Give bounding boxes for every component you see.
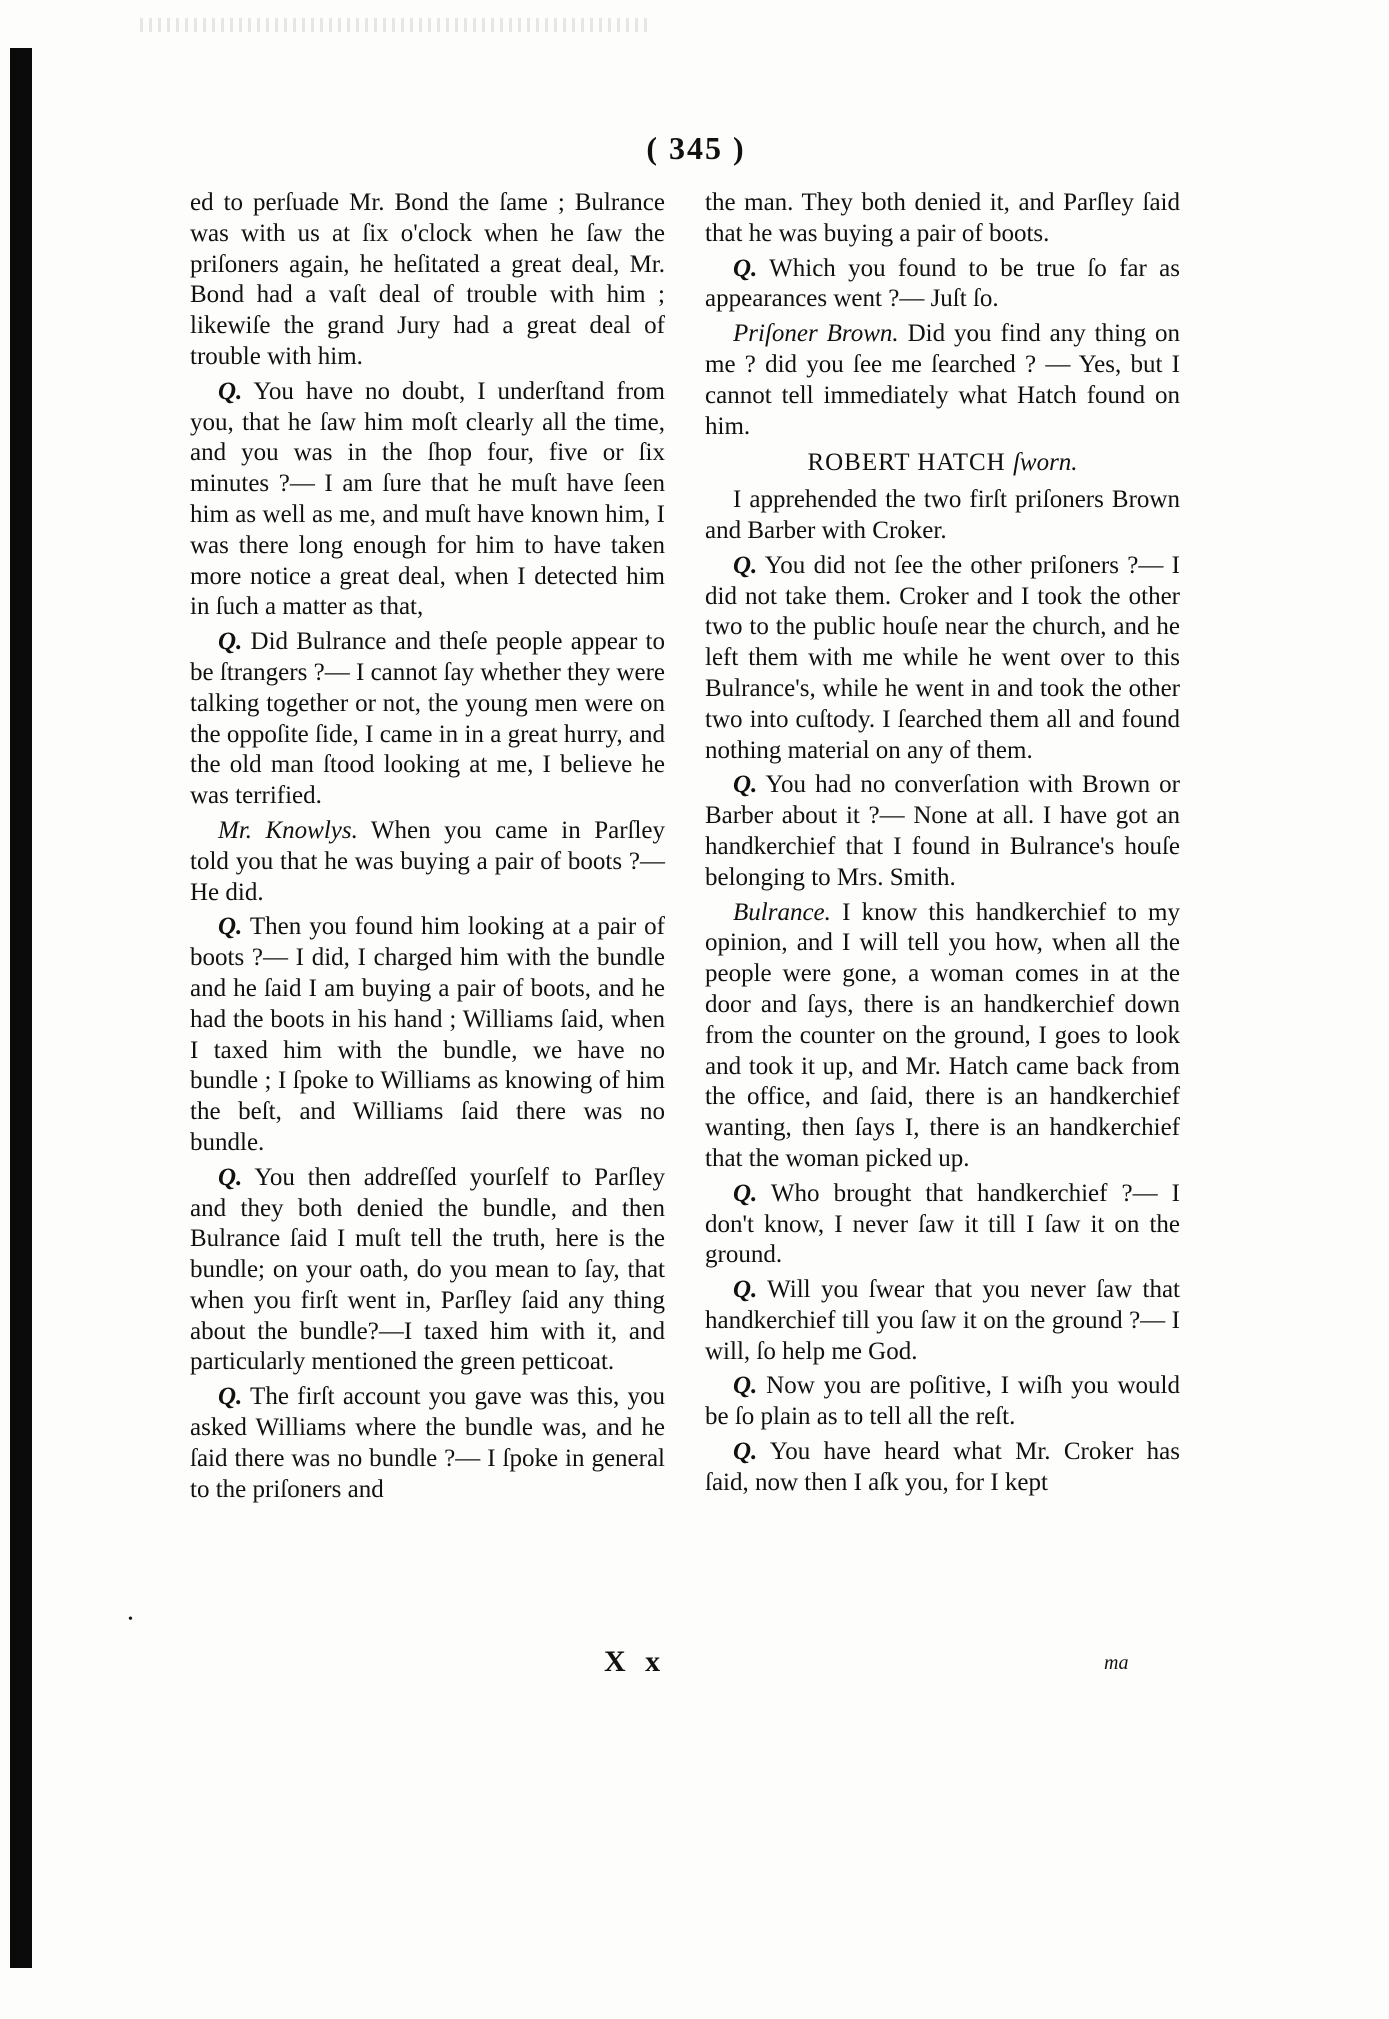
question-mark: Q. xyxy=(218,628,243,656)
right-column-lower xyxy=(705,485,1180,1499)
paragraph xyxy=(705,1371,1180,1433)
paragraph xyxy=(190,912,665,1158)
left-column xyxy=(190,188,665,1505)
paragraph xyxy=(705,319,1180,442)
paragraph xyxy=(190,1163,665,1379)
paragraph-text: Then you found him looking at a pair of boots ?— I did, I charged him with the bundle and he ſaid I am buying a pair of boots, and he had the boots in his hand ; Williams ſaid, when I taxed him with the bundle, we have no bundle ; I ſpoke to Williams as knowing of him the beſt, and Williams ſaid there was no bundle. xyxy=(190,913,665,1156)
paragraph xyxy=(190,627,665,812)
speaker-name: Mr. Knowlys. xyxy=(218,816,358,844)
signature-mark: X x xyxy=(604,1645,667,1678)
paragraph xyxy=(705,485,1180,547)
scan-smudge xyxy=(140,18,650,32)
paragraph-text: Now you are poſitive, I wiſh you would be ſo plain as to tell all the reſt. xyxy=(705,1372,1180,1431)
paragraph xyxy=(705,1437,1180,1499)
binding-edge xyxy=(10,48,32,1968)
paragraph xyxy=(705,551,1180,767)
paragraph xyxy=(190,377,665,623)
paragraph xyxy=(705,254,1180,316)
paragraph-text: You have no doubt, I underſtand from you, that he ſaw him moſt clearly all the time, and you was in the ſhop four, five or ſix minutes ?— I am ſure that he muſt have ſeen him as well as me, and muſt have known him, I was there long enough for him to have taken more notice a great deal, when I detected him in ſuch a matter as that, xyxy=(190,377,665,621)
paragraph-text: You had no converſation with Brown or Barber about it ?— None at all. I have got an handkerchief that I found in Bulrance's houſe belonging to Mrs. Smith. xyxy=(705,771,1180,891)
speaker-name: Priſoner Brown. xyxy=(733,320,899,348)
question-mark: Q. xyxy=(218,1383,243,1411)
witness-name: ROBERT HATCH xyxy=(807,449,1006,477)
paragraph-text: Who brought that handkerchief ?— I don't know, I never ſaw it till I ſaw it on the ground. xyxy=(705,1179,1180,1269)
paragraph-text: I apprehended the two firſt priſoners Brown and Barber with Croker. xyxy=(705,486,1180,544)
question-mark: Q. xyxy=(733,254,758,282)
paragraph-text: Will you ſwear that you never ſaw that handkerchief till you ſaw it on the ground ?— I will, ſo help me God. xyxy=(705,1276,1180,1365)
paragraph-text: You did not ſee the other priſoners ?— I did not take them. Croker and I took the other two to the public houſe near the church, and he left them with me while he went over to this Bulrance's, while he went in and took the other two into cuſtody. I ſearched them all and found nothing material on any of them. xyxy=(705,551,1180,764)
page-number: ( 345 ) xyxy=(646,130,746,166)
paragraph-text: The firſt account you gave was this, you asked Williams where the bundle was, and he ſaid there was no bundle ?— I ſpoke in general to the priſoners and xyxy=(190,1383,665,1503)
margin-dot: • xyxy=(128,1612,133,1627)
question-mark: Q. xyxy=(733,771,758,799)
question-mark: Q. xyxy=(733,1438,758,1466)
paragraph-text: When you came in Parſley told you that he was buying a pair of boots ?— He did. xyxy=(190,816,666,906)
paragraph xyxy=(705,1179,1180,1271)
paragraph xyxy=(705,1275,1180,1367)
question-mark: Q. xyxy=(218,913,243,941)
paragraph xyxy=(705,898,1180,1175)
paragraph-text: Did Bulrance and theſe people appear to be ſtrangers ?— I cannot ſay whether they were talking together or not, the young men were on the oppoſite ſide, I came in in a great hurry, and the old man ſtood looking at me, I believe he was terrified. xyxy=(190,628,665,810)
paragraph-text: I know this handkerchief to my opinion, and I will tell you how, when all the people were gone, a woman comes in at the door and ſays, there is an handkerchief down from the counter on the ground, I goes to look and took it up, and Mr. Hatch came back from the office, and ſaid, there is an handkerchief wanting, then ſays I, there is an handkerchief that the woman picked up. xyxy=(705,898,1180,1172)
witness-heading xyxy=(705,448,1180,479)
question-mark: Q. xyxy=(218,1163,243,1191)
paragraph xyxy=(705,188,1180,250)
catchword: ma xyxy=(1104,1652,1129,1674)
paragraph-text: ed to perſuade Mr. Bond the ſame ; Bulrance was with us at ſix o'clock when he ſaw the priſoners again, he heſitated a great deal, Mr. Bond had a vaſt deal of trouble with him ; likewiſe the grand Jury had a great deal of trouble with him. xyxy=(190,189,665,370)
paragraph xyxy=(190,816,665,908)
paragraph-text: Which you found to be true ſo far as appearances went ?— Juſt ſo. xyxy=(705,254,1180,313)
paragraph-text: the man. They both denied it, and Parſley ſaid that he was buying a pair of boots. xyxy=(705,189,1180,247)
question-mark: Q. xyxy=(218,377,243,405)
right-column-upper xyxy=(705,188,1180,442)
right-column xyxy=(705,188,1180,1499)
question-mark: Q. xyxy=(733,1276,758,1304)
paragraph-text: Did you find any thing on me ? did you ſee me ſearched ? — Yes, but I cannot tell immediately what Hatch found on him. xyxy=(705,320,1180,440)
paragraph xyxy=(705,770,1180,893)
speaker-name: Bulrance. xyxy=(733,898,831,926)
paragraph xyxy=(190,1382,665,1505)
witness-sworn: ſworn. xyxy=(1012,449,1078,477)
question-mark: Q. xyxy=(733,551,758,579)
paragraph-text: You then addreſſed yourſelf to Parſley and they both denied the bundle, and then Bulrance ſaid I muſt tell the truth, here is the bundle; on your oath, do you mean to ſay, that when you firſt went in, Parſley ſaid any thing about the bundle?—I taxed him with it, and particularly mentioned the green petticoat. xyxy=(190,1163,665,1376)
question-mark: Q. xyxy=(733,1372,758,1400)
paragraph xyxy=(190,188,665,373)
paragraph-text: You have heard what Mr. Croker has ſaid, now then I aſk you, for I kept xyxy=(705,1438,1180,1496)
question-mark: Q. xyxy=(733,1179,758,1207)
